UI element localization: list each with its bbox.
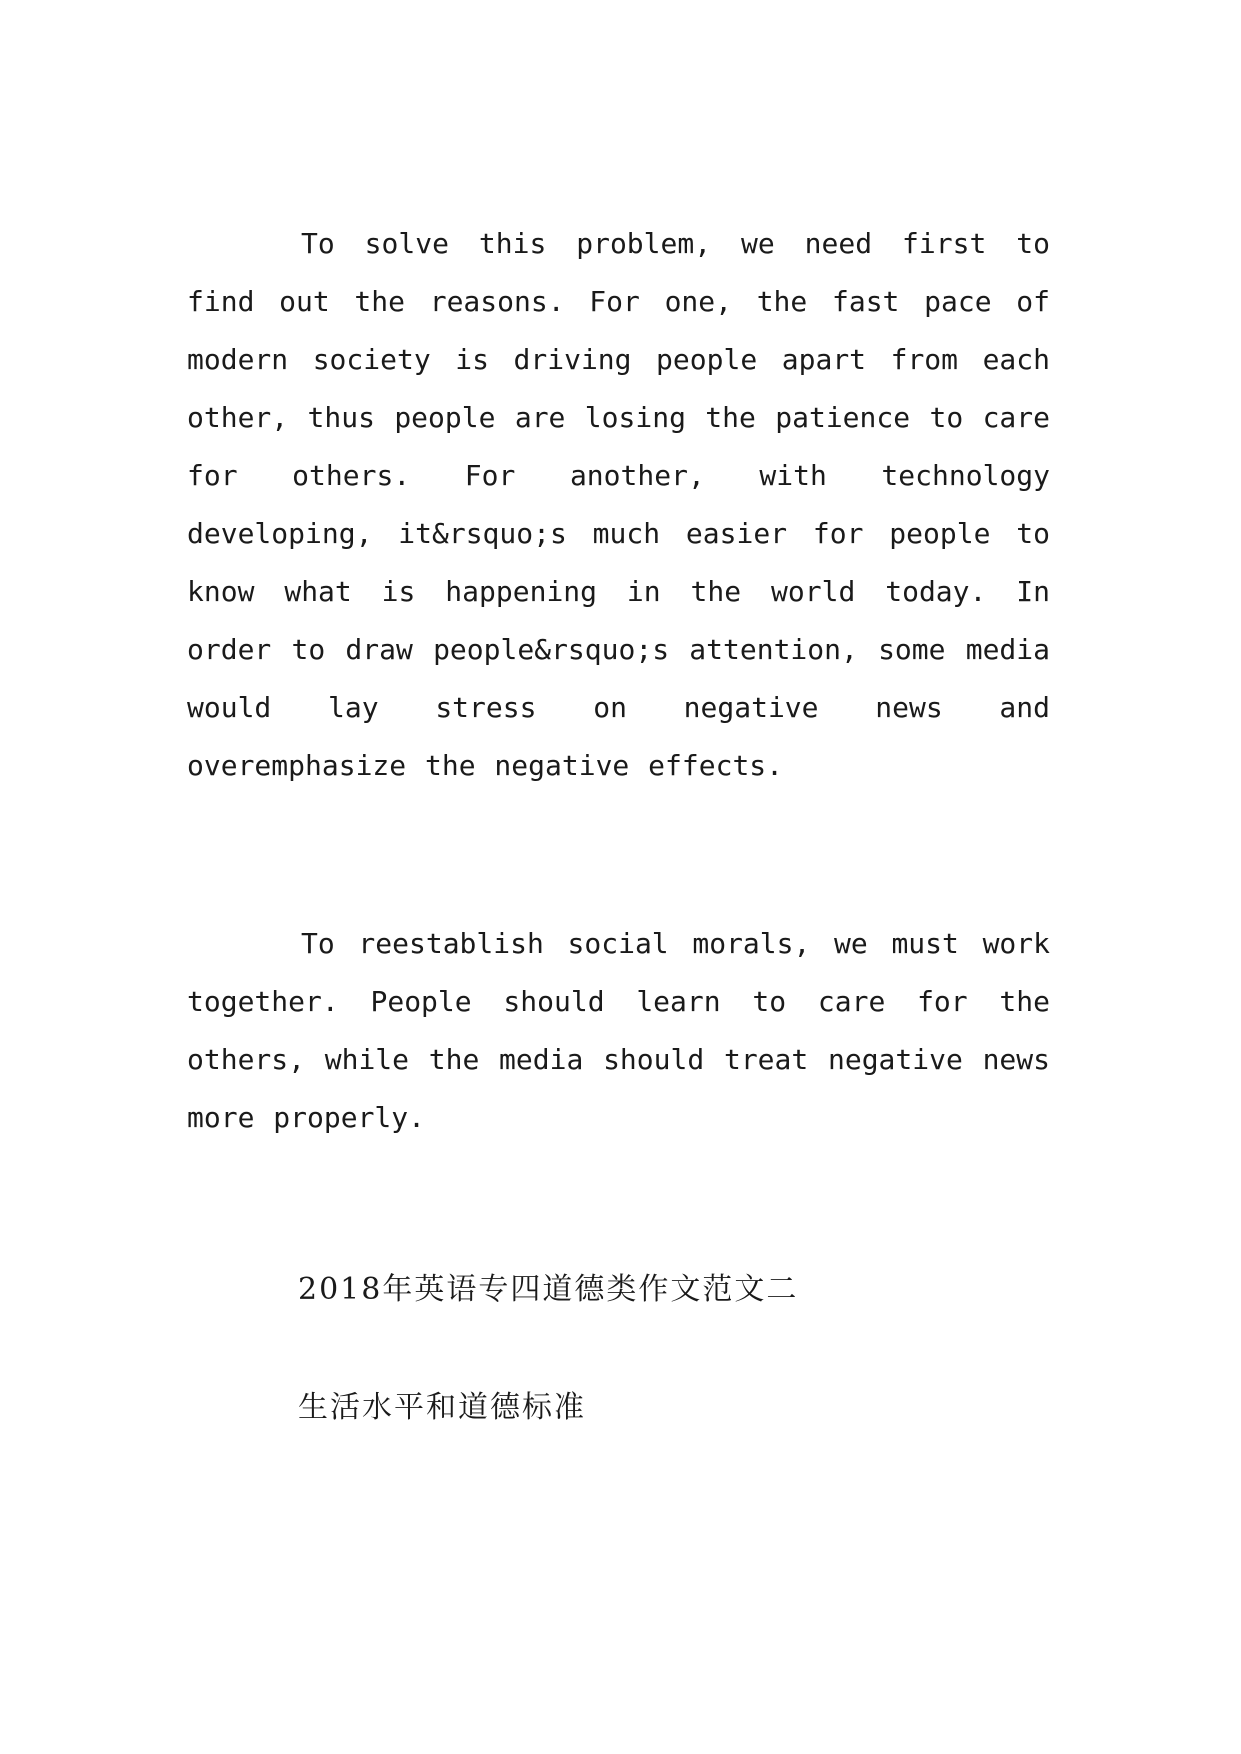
body-paragraph-conclusion: To reestablish social morals, we must work together. People should learn to care for the others, while the media should treat negative news more properly. [187,927,1050,1134]
section-title: 2018年英语专四道德类作文范文二 [298,1272,799,1307]
essay-title: 生活水平和道德标准 [298,1390,586,1425]
body-paragraph-reasons: To solve this problem, we need first to find out the reasons. For one, the fast pace of modern society is driving people apart from each other, thus people are losing the patience to care for others. For another, with technology developing, it&rsquo;s much easier for people to know what is happening in the world today. In order to draw people&rsquo;s attention, some media would lay stress on negative news and overemphasize the negative effects. [187,227,1050,782]
